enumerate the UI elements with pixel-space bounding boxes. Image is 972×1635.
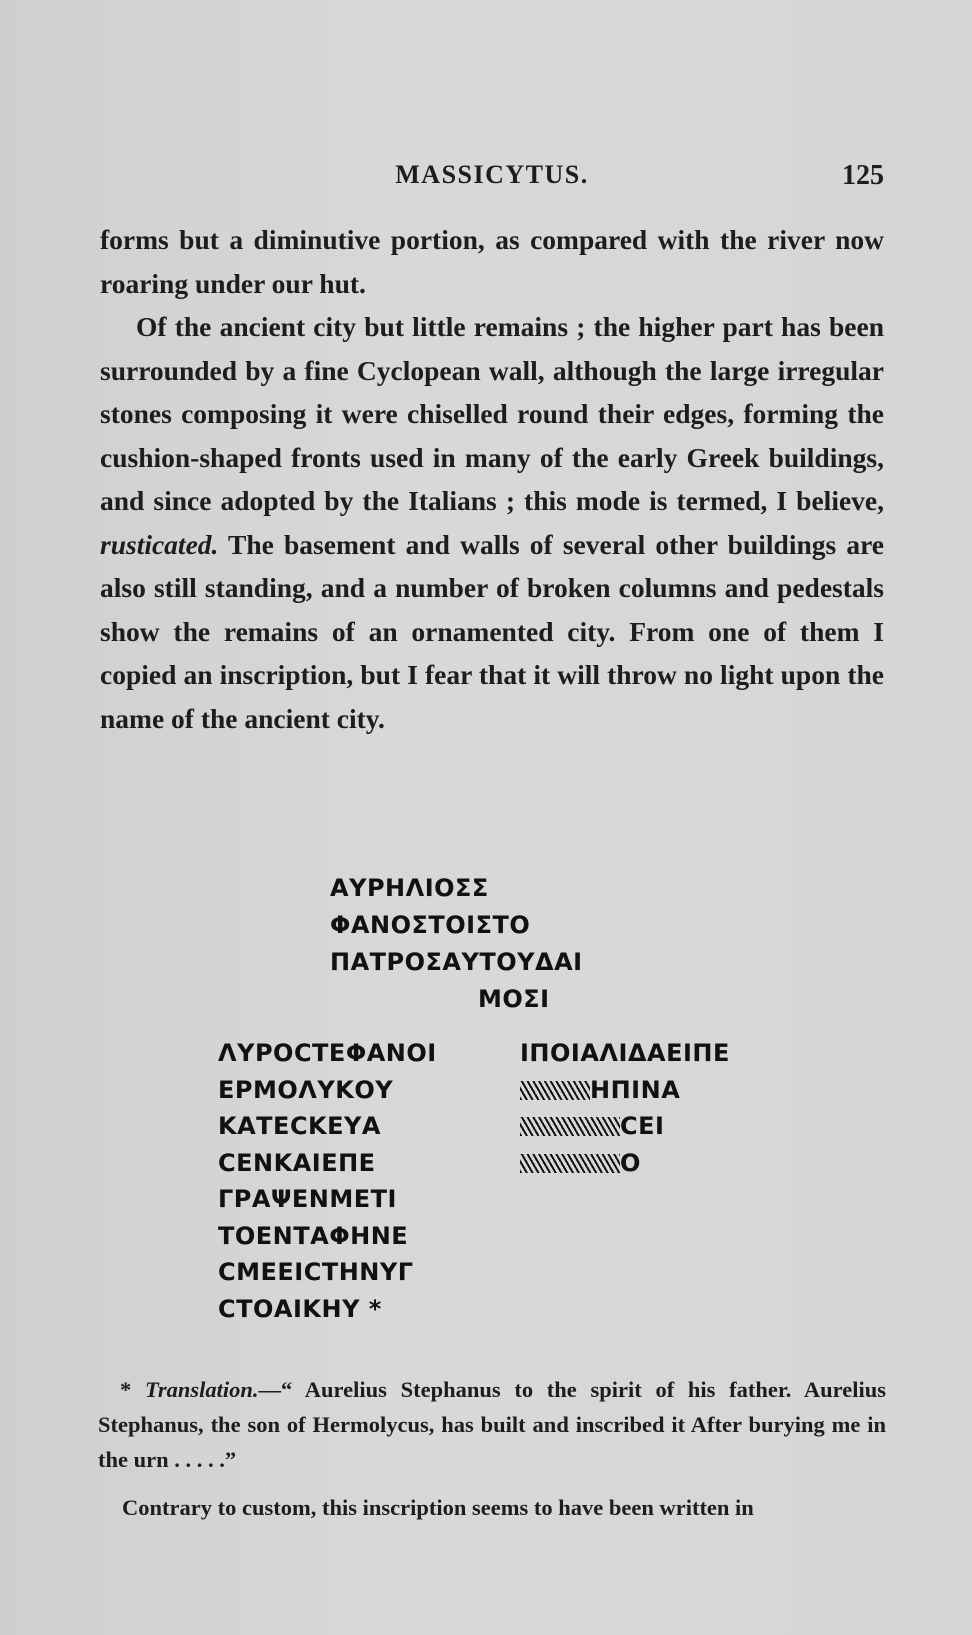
inscription-line <box>520 1108 730 1145</box>
running-head: MASSICYTUS. <box>395 160 589 189</box>
footnote-label: Translation. <box>144 1377 259 1402</box>
inscription-line: ϹΕΝΚΑΙΕΠΕ <box>218 1148 376 1177</box>
paragraph-2 <box>100 305 884 740</box>
lacuna-hatching <box>520 1117 620 1136</box>
inscription-fragment: ΗΠΙΝΑ <box>590 1075 681 1104</box>
inscription-line: ΛΥΡΟϹΤΕΦΑΝΟΙ <box>218 1039 437 1067</box>
inscription-line: ΙΠΟΙΑΛΙΔΑΕΙΠΕ <box>520 1039 730 1067</box>
inscription-line: ΑΥΡΗΛΙΟΣΣ <box>330 874 489 902</box>
continuation-text: Contrary to custom, this inscription seems to have been written in <box>122 1495 754 1520</box>
inscription-line <box>520 1072 730 1109</box>
inscription-right-column <box>520 1035 730 1181</box>
footnote-text <box>98 1372 886 1477</box>
inscription-line: ΕΡΜΟΛΥΚΟΥ <box>218 1075 394 1104</box>
inscription-line: ΜΟΣΙ <box>478 985 550 1013</box>
inscription-line: ΦΑΝΟΣΤΟΙΣΤΟ <box>330 911 531 939</box>
inscription-line: ΓΡΑΨΕΝΜΕΤΙ <box>218 1185 397 1213</box>
inscription-fragment: Ο <box>620 1148 641 1177</box>
inscription-line <box>520 1145 730 1182</box>
inscription-line: ΚΑΤΕϹΚΕΥΑ <box>218 1112 381 1140</box>
page-number: 125 <box>842 160 884 191</box>
footnote-body: —“ Aurelius Stephanus to the spirit of his father. Aurelius Stephanus, the son of Hermolycus, has built and inscribed it After burying me in the urn . . . . .” <box>98 1377 886 1472</box>
body-text <box>100 218 884 740</box>
footnote <box>98 1372 886 1477</box>
inscription-fragment: ϹΕΙ <box>620 1112 665 1140</box>
lacuna-hatching <box>520 1154 620 1173</box>
page-header <box>100 160 884 200</box>
inscription-line: ϹΜΕΕΙϹΤΗΝΥΓ <box>218 1258 414 1286</box>
paragraph-2-end: The basement and walls of several other buildings are also still standing, and a number of broken columns and pedestals show the remains of an ornamented city. From one of them I copied an inscription, but I fear that it will throw no light upon the name of the ancient city. <box>100 528 884 734</box>
inscription-line: ϹΤΟΑΙΚΗΥ * <box>218 1294 382 1323</box>
paragraph-2-start: Of the ancient city but little remains ; the higher part has been surrounded by a fine Cyclopean wall, although the large irregular stones composing it were chiselled round their edges, forming the cushion-shaped fronts used in many of the early Greek buildings, and since adopted by the Italians ; this mode is termed, I believe, <box>100 311 884 516</box>
inscription-line: ΤΟΕΝΤΑΦΗΝΕ <box>218 1221 409 1250</box>
lacuna-hatching <box>520 1081 590 1100</box>
inscription-left-column <box>218 1035 437 1327</box>
inscription-line: ΠΑΤΡΟΣΑΥΤΟΥΔΑΙ <box>330 948 583 976</box>
paragraph-1: forms but a diminutive portion, as compared with the river now roaring under our hut. <box>100 224 884 299</box>
footnote-marker: * <box>120 1377 145 1402</box>
inscription-heading-block <box>330 870 583 1018</box>
italic-term: rusticated. <box>100 528 219 560</box>
